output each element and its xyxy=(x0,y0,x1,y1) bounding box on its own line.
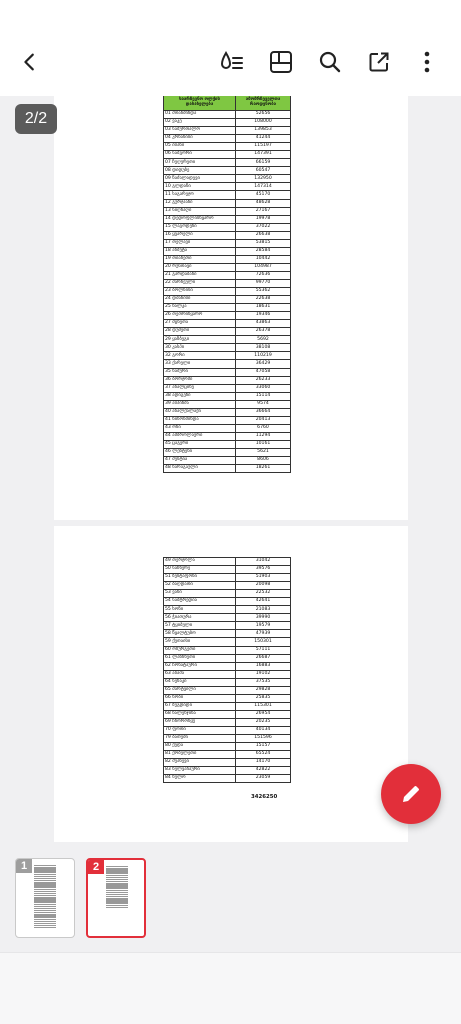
district-name-cell: 15 ლაგოდეხი xyxy=(164,223,236,231)
district-table-page1 xyxy=(163,96,291,473)
table-row xyxy=(164,670,291,678)
voter-count-cell: 147391 xyxy=(236,151,291,159)
district-name-cell: 09 ნაძალადევი xyxy=(164,175,236,183)
table-row xyxy=(164,151,291,159)
table-row xyxy=(164,304,291,312)
table-row xyxy=(164,199,291,207)
table-row xyxy=(164,710,291,718)
voter-count-cell: 47939 xyxy=(236,630,291,638)
voter-count-cell: 115197 xyxy=(236,143,291,151)
district-name-cell: 19 თიანეთი xyxy=(164,255,236,263)
drop-lines-icon xyxy=(219,49,245,75)
district-name-cell: 46 ლენტეხი xyxy=(164,448,236,456)
header-voter-count: ამომრჩეველთა რაოდენობა xyxy=(236,96,291,111)
district-name-cell: 20 რუსთავი xyxy=(164,263,236,271)
table-row xyxy=(164,183,291,191)
table-row xyxy=(164,159,291,167)
edit-button[interactable] xyxy=(381,764,441,824)
district-name-cell: 58 წყალტუბო xyxy=(164,630,236,638)
table-row xyxy=(164,465,291,473)
reading-mode-button[interactable] xyxy=(214,44,250,80)
voter-count-cell: 14170 xyxy=(236,759,291,767)
district-name-cell: 18 ახმეტა xyxy=(164,247,236,255)
district-name-cell: 13 სიღნაღი xyxy=(164,207,236,215)
table-row xyxy=(164,320,291,328)
table-row xyxy=(164,231,291,239)
district-name-cell: 37 ახალციხე xyxy=(164,384,236,392)
document-viewer[interactable] xyxy=(0,96,461,848)
thumbnail-line xyxy=(106,907,128,908)
voter-count-cell: 26954 xyxy=(236,710,291,718)
voter-count-cell: 29828 xyxy=(236,686,291,694)
district-name-cell: 49 თერჯოლა xyxy=(164,558,236,566)
table-row xyxy=(164,457,291,465)
total-voters: 3426250 xyxy=(251,794,278,800)
voter-count-cell: 5692 xyxy=(236,336,291,344)
voter-count-cell: 104987 xyxy=(236,263,291,271)
table-row xyxy=(164,622,291,630)
table-row xyxy=(164,119,291,127)
district-name-cell: 29 ყაზბეგი xyxy=(164,336,236,344)
district-name-cell: 61 ლანჩხუთი xyxy=(164,654,236,662)
district-name-cell: 44 ამბროლაური xyxy=(164,432,236,440)
voter-count-cell: 55362 xyxy=(236,288,291,296)
table-row xyxy=(164,735,291,743)
voter-count-cell: 37535 xyxy=(236,678,291,686)
table-row xyxy=(164,288,291,296)
district-name-cell: 27 მცხეთა xyxy=(164,320,236,328)
table-row xyxy=(164,344,291,352)
voter-count-cell: 19346 xyxy=(236,312,291,320)
chevron-left-icon xyxy=(19,51,41,73)
voter-count-cell: 66159 xyxy=(236,159,291,167)
district-name-cell: 39 ასპინძა xyxy=(164,400,236,408)
pdf-page-2 xyxy=(54,526,408,842)
district-name-cell: 08 დიდუბე xyxy=(164,167,236,175)
table-row xyxy=(164,646,291,654)
district-name-cell: 06 სამგორი xyxy=(164,151,236,159)
table-row xyxy=(164,606,291,614)
table-row xyxy=(164,239,291,247)
table-row xyxy=(164,400,291,408)
table-row xyxy=(164,143,291,151)
district-name-cell: 11 საგარეჯო xyxy=(164,191,236,199)
voter-count-cell: 51903 xyxy=(236,574,291,582)
thumbnail-page-2[interactable] xyxy=(86,858,146,938)
voter-count-cell: 37022 xyxy=(236,223,291,231)
voter-count-cell: 52656 xyxy=(236,111,291,119)
district-name-cell: 70 ფოთი xyxy=(164,726,236,734)
district-name-cell: 32 გორი xyxy=(164,352,236,360)
voter-count-cell: 150301 xyxy=(236,638,291,646)
table-row xyxy=(164,448,291,456)
table-row xyxy=(164,678,291,686)
thumbnail-line xyxy=(34,927,56,928)
table-row xyxy=(164,598,291,606)
thumbnail-number: 1 xyxy=(16,859,32,873)
voter-count-cell: 65524 xyxy=(236,751,291,759)
table-row xyxy=(164,614,291,622)
table-row xyxy=(164,718,291,726)
table-row xyxy=(164,574,291,582)
voter-count-cell: 40134 xyxy=(236,726,291,734)
district-name-cell: 56 ჭიათურა xyxy=(164,614,236,622)
table-row xyxy=(164,702,291,710)
top-toolbar xyxy=(0,0,461,96)
district-name-cell: 24 დმანისი xyxy=(164,296,236,304)
search-icon xyxy=(318,50,342,74)
page-indicator: 2/2 xyxy=(15,104,57,134)
table-row xyxy=(164,247,291,255)
voter-count-cell: 11294 xyxy=(236,432,291,440)
table-row xyxy=(164,384,291,392)
table-header-row xyxy=(164,96,291,111)
district-name-cell: 65 მარტვილი xyxy=(164,686,236,694)
table-row xyxy=(164,775,291,783)
header-district-name: საარჩევნო ოლქის დასახელება xyxy=(164,96,236,111)
district-name-cell: 28 დუშეთი xyxy=(164,328,236,336)
table-row xyxy=(164,336,291,344)
district-name-cell: 10 გლდანი xyxy=(164,183,236,191)
district-name-cell: 25 წალკა xyxy=(164,304,236,312)
table-row xyxy=(164,726,291,734)
table-row xyxy=(164,638,291,646)
district-name-cell: 36 ბორჯომი xyxy=(164,376,236,384)
voter-count-cell: 108000 xyxy=(236,119,291,127)
table-row xyxy=(164,271,291,279)
table-row xyxy=(164,440,291,448)
district-name-cell: 50 საჩხერე xyxy=(164,566,236,574)
district-name-cell: 43 ონი xyxy=(164,424,236,432)
voter-count-cell: 28584 xyxy=(236,247,291,255)
district-name-cell: 83 ხელვაჩაური xyxy=(164,767,236,775)
voter-count-cell: 43863 xyxy=(236,320,291,328)
district-name-cell: 55 ხონი xyxy=(164,606,236,614)
pencil-icon xyxy=(399,782,423,806)
table-row xyxy=(164,590,291,598)
bottom-bar xyxy=(0,952,461,1024)
page-layout-button[interactable] xyxy=(263,44,299,80)
district-name-cell: 01 მთაწმინდა xyxy=(164,111,236,119)
more-options-button[interactable] xyxy=(409,44,445,80)
more-vertical-icon xyxy=(423,50,431,74)
voter-count-cell: 132950 xyxy=(236,175,291,183)
voter-count-cell: 9574 xyxy=(236,400,291,408)
district-name-cell: 03 საბურთალო xyxy=(164,127,236,135)
voter-count-cell: 19579 xyxy=(236,622,291,630)
voter-count-cell: 39576 xyxy=(236,566,291,574)
table-row xyxy=(164,416,291,424)
table-row xyxy=(164,662,291,670)
table-row xyxy=(164,368,291,376)
district-name-cell: 48 ხარაგაული xyxy=(164,465,236,473)
district-name-cell: 17 თელავი xyxy=(164,239,236,247)
table-row xyxy=(164,694,291,702)
table-row xyxy=(164,111,291,119)
table-row xyxy=(164,263,291,271)
voter-count-cell: 26687 xyxy=(236,654,291,662)
voter-count-cell: 10442 xyxy=(236,255,291,263)
voter-count-cell: 47058 xyxy=(236,368,291,376)
district-name-cell: 35 ხაშური xyxy=(164,368,236,376)
voter-count-cell: 72636 xyxy=(236,271,291,279)
voter-count-cell: 26378 xyxy=(236,328,291,336)
voter-count-cell: 60547 xyxy=(236,167,291,175)
voter-count-cell: 151596 xyxy=(236,735,291,743)
table-row xyxy=(164,376,291,384)
district-name-cell: 52 ბაღდათი xyxy=(164,582,236,590)
district-name-cell: 59 ქუთაისი xyxy=(164,638,236,646)
voter-count-cell: 110219 xyxy=(236,352,291,360)
district-name-cell: 57 ტყიბული xyxy=(164,622,236,630)
district-name-cell: 68 წალენჯიხა xyxy=(164,710,236,718)
table-row xyxy=(164,167,291,175)
district-table-page2 xyxy=(163,557,291,783)
thumbnail-number: 2 xyxy=(88,860,104,874)
district-name-cell: 69 ჩხოროწყუ xyxy=(164,718,236,726)
district-name-cell: 53 ვანი xyxy=(164,590,236,598)
voter-count-cell: 57111 xyxy=(236,646,291,654)
table-row xyxy=(164,558,291,566)
district-name-cell: 04 კრწანისი xyxy=(164,135,236,143)
voter-count-cell: 139853 xyxy=(236,127,291,135)
voter-count-cell: 6760 xyxy=(236,424,291,432)
table-row xyxy=(164,175,291,183)
table-row xyxy=(164,135,291,143)
table-row xyxy=(164,582,291,590)
voter-count-cell: 20235 xyxy=(236,718,291,726)
table-row xyxy=(164,767,291,775)
thumbnail-preview xyxy=(106,866,128,909)
voter-count-cell: 15157 xyxy=(236,743,291,751)
table-row xyxy=(164,207,291,215)
district-name-cell: 30 კასპი xyxy=(164,344,236,352)
district-name-cell: 51 ზესტაფონი xyxy=(164,574,236,582)
thumbnail-page-1[interactable] xyxy=(15,858,75,938)
voter-count-cell: 39990 xyxy=(236,614,291,622)
voter-count-cell: 20413 xyxy=(236,416,291,424)
voter-count-cell: 22532 xyxy=(236,590,291,598)
table-row xyxy=(164,686,291,694)
pdf-page-1 xyxy=(54,96,408,520)
voter-count-cell: 8606 xyxy=(236,457,291,465)
table-row xyxy=(164,223,291,231)
voter-count-cell: 115301 xyxy=(236,702,291,710)
table-row xyxy=(164,255,291,263)
district-name-cell: 02 ვაკე xyxy=(164,119,236,127)
table-row xyxy=(164,654,291,662)
district-name-cell: 80 ქედა xyxy=(164,743,236,751)
district-name-cell: 60 ოზურგეთი xyxy=(164,646,236,654)
table-row xyxy=(164,566,291,574)
district-name-cell: 14 დედოფლისწყარო xyxy=(164,215,236,223)
voter-count-cell: 53815 xyxy=(236,239,291,247)
table-row xyxy=(164,408,291,416)
district-name-cell: 62 ჩოხატაური xyxy=(164,662,236,670)
table-row xyxy=(164,191,291,199)
district-name-cell: 64 სენაკი xyxy=(164,678,236,686)
table-row xyxy=(164,312,291,320)
back-button[interactable] xyxy=(12,44,48,80)
district-name-cell: 23 ბოლნისი xyxy=(164,288,236,296)
district-name-cell: 26 თეთრიწყარო xyxy=(164,312,236,320)
voter-count-cell: 38108 xyxy=(236,344,291,352)
district-name-cell: 81 ქობულეთი xyxy=(164,751,236,759)
district-name-cell: 16 ყვარელი xyxy=(164,231,236,239)
page-layout-icon xyxy=(268,49,294,75)
table-row xyxy=(164,424,291,432)
open-external-icon xyxy=(367,50,391,74)
district-name-cell: 67 ზუგდიდი xyxy=(164,702,236,710)
voter-count-cell: 147314 xyxy=(236,183,291,191)
voter-count-cell: 42641 xyxy=(236,598,291,606)
search-button[interactable] xyxy=(312,44,348,80)
district-name-cell: 21 გარდაბანი xyxy=(164,271,236,279)
table-row xyxy=(164,743,291,751)
table-row xyxy=(164,328,291,336)
district-name-cell: 40 ახალქალაქი xyxy=(164,408,236,416)
district-name-cell: 79 ბათუმი xyxy=(164,735,236,743)
voter-count-cell: 15114 xyxy=(236,392,291,400)
voter-count-cell: 22638 xyxy=(236,296,291,304)
thumbnail-strip xyxy=(0,848,461,952)
voter-count-cell: 26638 xyxy=(236,231,291,239)
voter-count-cell: 18261 xyxy=(236,465,291,473)
district-name-cell: 66 ხობი xyxy=(164,694,236,702)
district-name-cell: 07 ჩუღურეთი xyxy=(164,159,236,167)
table-row xyxy=(164,630,291,638)
district-name-cell: 45 ცაგერი xyxy=(164,440,236,448)
district-name-cell: 54 სამტრედია xyxy=(164,598,236,606)
district-name-cell: 12 გურჯაანი xyxy=(164,199,236,207)
district-name-cell: 63 აბაშა xyxy=(164,670,236,678)
district-name-cell: 38 ადიგენი xyxy=(164,392,236,400)
voter-count-cell: 42822 xyxy=(236,767,291,775)
table-row xyxy=(164,432,291,440)
district-name-cell: 41 ნინოწმინდა xyxy=(164,416,236,424)
voter-count-cell: 99770 xyxy=(236,279,291,287)
table-row xyxy=(164,296,291,304)
voter-count-cell: 36664 xyxy=(236,408,291,416)
voter-count-cell: 19102 xyxy=(236,670,291,678)
table-row xyxy=(164,360,291,368)
voter-count-cell: 25835 xyxy=(236,694,291,702)
district-name-cell: 82 შუახევი xyxy=(164,759,236,767)
voter-count-cell: 18631 xyxy=(236,304,291,312)
table-row xyxy=(164,759,291,767)
district-name-cell: 33 ქარელი xyxy=(164,360,236,368)
voter-count-cell: 16883 xyxy=(236,662,291,670)
table-row xyxy=(164,352,291,360)
voter-count-cell: 21083 xyxy=(236,606,291,614)
table-row xyxy=(164,392,291,400)
voter-count-cell: 36429 xyxy=(236,360,291,368)
voter-count-cell: 20098 xyxy=(236,582,291,590)
voter-count-cell: 26233 xyxy=(236,376,291,384)
voter-count-cell: 48628 xyxy=(236,199,291,207)
voter-count-cell: 41244 xyxy=(236,135,291,143)
table-row xyxy=(164,751,291,759)
district-name-cell: 05 ისანი xyxy=(164,143,236,151)
voter-count-cell: 23059 xyxy=(236,775,291,783)
voter-count-cell: 10161 xyxy=(236,440,291,448)
district-name-cell: 47 მესტია xyxy=(164,457,236,465)
table-row xyxy=(164,215,291,223)
voter-count-cell: 19978 xyxy=(236,215,291,223)
voter-count-cell: 45170 xyxy=(236,191,291,199)
table-row xyxy=(164,279,291,287)
share-button[interactable] xyxy=(361,44,397,80)
district-name-cell: 84 ხულო xyxy=(164,775,236,783)
voter-count-cell: 5621 xyxy=(236,448,291,456)
voter-count-cell: 33060 xyxy=(236,384,291,392)
voter-count-cell: 27167 xyxy=(236,207,291,215)
district-name-cell: 22 მარნეული xyxy=(164,279,236,287)
table-row xyxy=(164,127,291,135)
voter-count-cell: 31042 xyxy=(236,558,291,566)
thumbnail-preview xyxy=(34,865,56,929)
